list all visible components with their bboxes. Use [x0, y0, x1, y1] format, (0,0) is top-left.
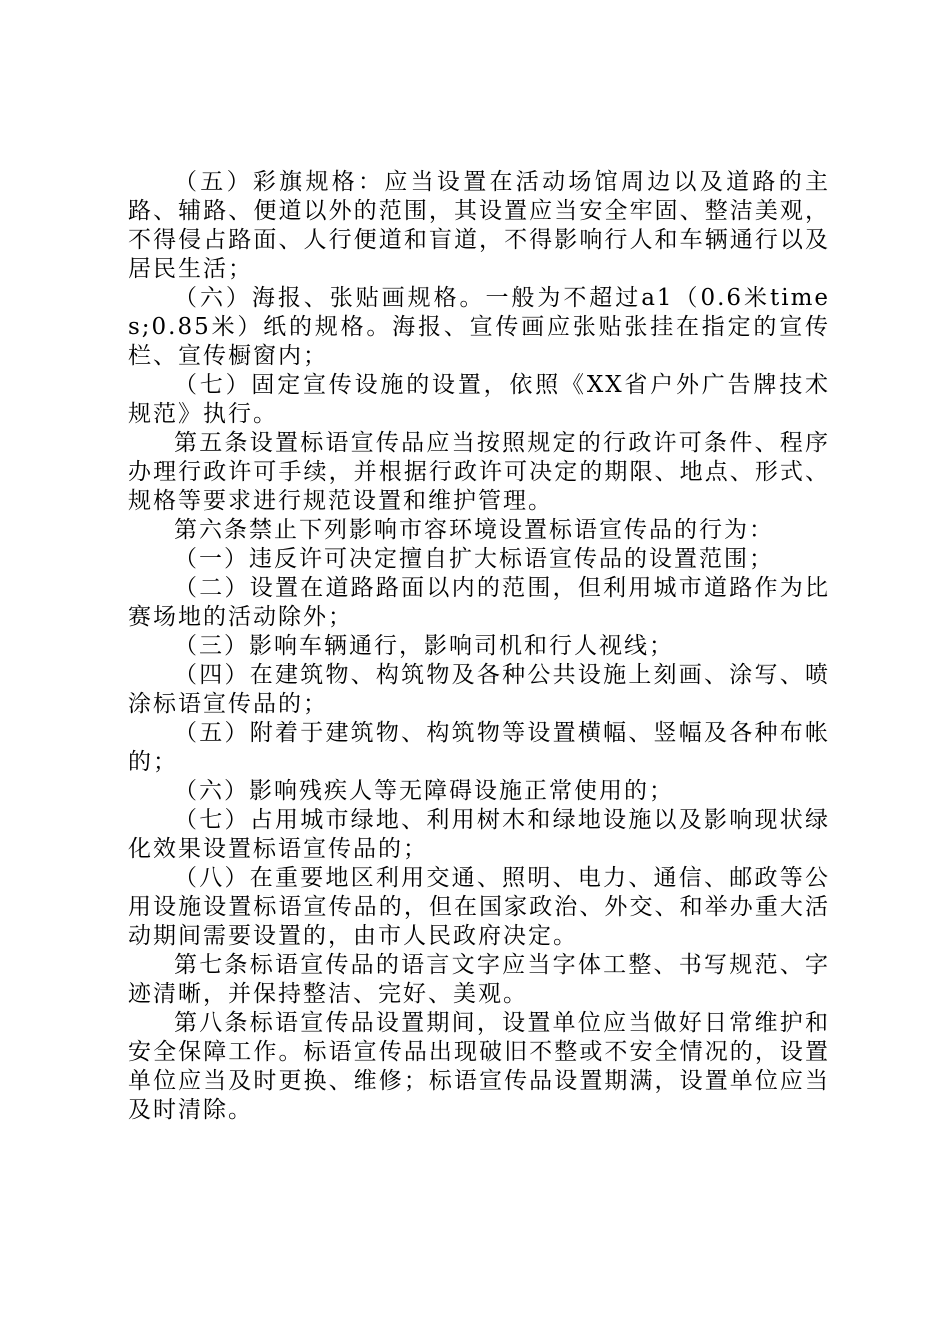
paragraph-article-7: 第七条标语宣传品的语言文字应当字体工整、书写规范、字迹清晰，并保持整洁、完好、美观。: [128, 952, 830, 1007]
paragraph-item-3: （三）影响车辆通行，影响司机和行人视线；: [174, 633, 674, 659]
paragraph-article-8: 第八条标语宣传品设置期间，设置单位应当做好日常维护和安全保障工作。标语宣传品出现破旧不整或不安全情况的，设置单位应当及时更换、维修；标语宣传品设置期满，设置单位应当及时清除。: [128, 1010, 830, 1123]
paragraph-fixed-facility: （七）固定宣传设施的设置，依照《XX省户外广告牌技术规范》执行。: [128, 372, 830, 427]
paragraph-item-1: （一）违反许可决定擅自扩大标语宣传品的设置范围；: [174, 546, 774, 572]
paragraph-item-5: （五）附着于建筑物、构筑物等设置横幅、竖幅及各种布帐的；: [128, 720, 830, 775]
paragraph-poster-spec: （六）海报、张贴画规格。一般为不超过a1（0.6米times;0.85米）纸的规格。海报、宣传画应张贴张挂在指定的宣传栏、宣传橱窗内；: [128, 285, 830, 369]
paragraph-item-7: （七）占用城市绿地、利用树木和绿地设施以及影响现状绿化效果设置标语宣传品的；: [128, 807, 830, 862]
paragraph-flag-spec: （五）彩旗规格：应当设置在活动场馆周边以及道路的主路、辅路、便道以外的范围，其设置应当安全牢固、整洁美观，不得侵占路面、人行便道和盲道，不得影响行人和车辆通行以及居民生活；: [128, 169, 830, 282]
paragraph-item-6: （六）影响残疾人等无障碍设施正常使用的；: [174, 778, 674, 804]
paragraph-article-6: 第六条禁止下列影响市容环境设置标语宣传品的行为：: [174, 517, 774, 543]
paragraph-article-5: 第五条设置标语宣传品应当按照规定的行政许可条件、程序办理行政许可手续，并根据行政许可决定的期限、地点、形式、规格等要求进行规范设置和维护管理。: [128, 430, 830, 514]
paragraph-item-8: （八）在重要地区利用交通、照明、电力、通信、邮政等公用设施设置标语宣传品的，但在国家政治、外交、和举办重大活动期间需要设置的，由市人民政府决定。: [128, 865, 830, 949]
document-body: [128, 168, 830, 1125]
paragraph-item-4: （四）在建筑物、构筑物及各种公共设施上刻画、涂写、喷涂标语宣传品的；: [128, 662, 830, 717]
paragraph-item-2: （二）设置在道路路面以内的范围，但利用城市道路作为比赛场地的活动除外；: [128, 575, 830, 630]
